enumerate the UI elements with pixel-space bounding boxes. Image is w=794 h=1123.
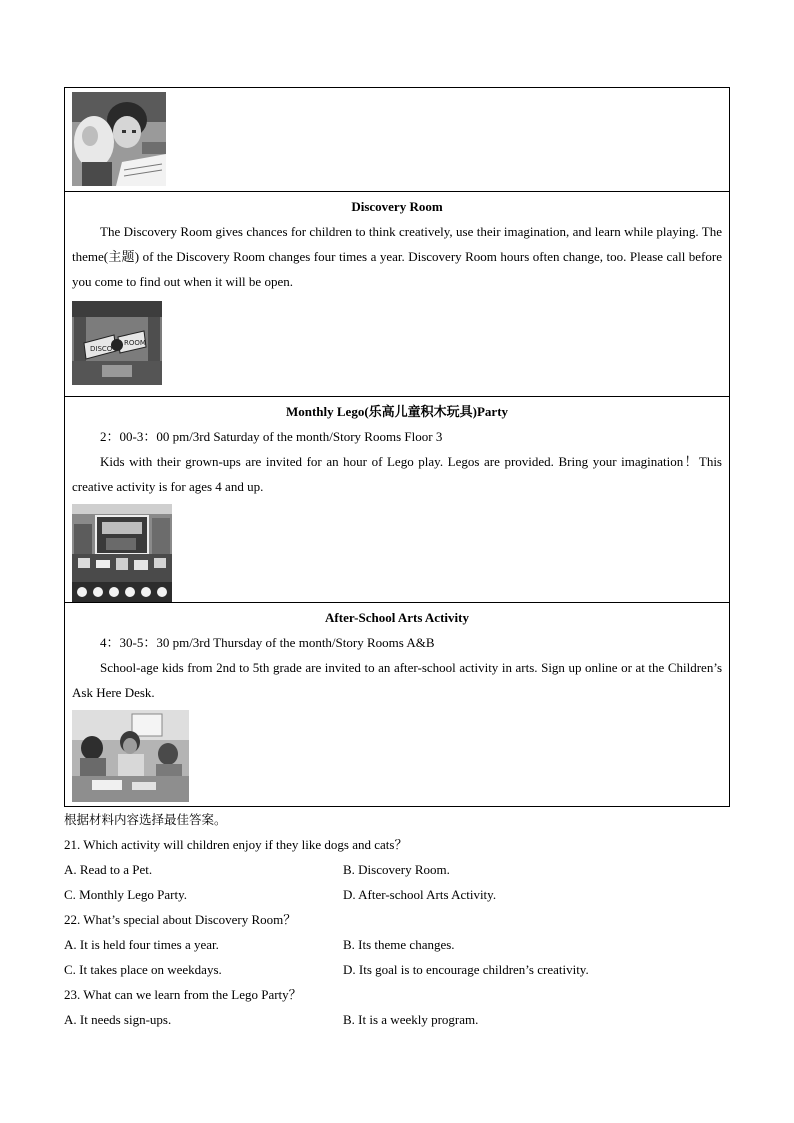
- option-row: [64, 857, 730, 882]
- read-to-a-pet-row: [65, 88, 730, 192]
- option-b[interactable]: B. Its theme changes.: [343, 937, 455, 952]
- option-row: [64, 957, 730, 982]
- section-title: Monthly Lego(乐高儿童积木玩具)Party: [285, 404, 509, 419]
- option-a[interactable]: A. Read to a Pet.: [64, 862, 153, 877]
- option-row: [64, 1007, 730, 1032]
- question-list: [64, 832, 730, 1032]
- section-schedule: 2：00-3：00 pm/3rd Saturday of the month/Story Rooms Floor 3: [100, 429, 443, 444]
- kids-art-class-photo: [72, 710, 722, 802]
- option-d[interactable]: D. After-school Arts Activity.: [343, 887, 497, 902]
- question-stem: 21. Which activity will children enjoy if they like dogs and cats？: [64, 837, 408, 852]
- svg-text:DISCO: DISCO: [90, 345, 113, 353]
- lego-display-photo: [72, 504, 722, 602]
- question-stem: 22. What’s special about Discovery Room？: [64, 912, 297, 927]
- option-c[interactable]: C. It takes place on weekdays.: [64, 962, 222, 977]
- option-c[interactable]: C. Monthly Lego Party.: [64, 887, 188, 902]
- section-paragraph: School-age kids from 2nd to 5th grade are invited to an after-school activity in arts. Sign up online or at the Children’s Ask Here Desk.: [72, 660, 722, 700]
- discovery-room-sign-photo: [72, 301, 722, 385]
- child-reading-photo: [72, 92, 722, 186]
- option-a[interactable]: A. It is held four times a year.: [64, 937, 219, 952]
- instruction-text: 根据材料内容选择最佳答案。: [64, 812, 227, 827]
- svg-text:ROOM: ROOM: [124, 339, 146, 347]
- section-paragraph: Kids with their grown-ups are invited for an hour of Lego play. Legos are provided. Bring your imagination！This creative activity is for ages 4 and up.: [72, 454, 722, 494]
- option-row: [64, 932, 730, 957]
- discovery-room-row: [65, 192, 730, 397]
- lego-party-row: [65, 397, 730, 603]
- section-title: After-School Arts Activity: [325, 610, 469, 625]
- question-stem: 23. What can we learn from the Lego Party？: [64, 987, 302, 1002]
- option-row: [64, 882, 730, 907]
- section-schedule: 4：30-5：30 pm/3rd Thursday of the month/Story Rooms A&B: [100, 635, 435, 650]
- option-b[interactable]: B. It is a weekly program.: [343, 1012, 479, 1027]
- section-paragraph: The Discovery Room gives chances for children to think creatively, use their imagination, and learn while playing. The theme(主题) of the Discovery Room changes four times a year. Discovery Room hours often change, too. Please call before you come to find out when it will be open.: [72, 224, 722, 289]
- reading-material-table: [64, 87, 730, 807]
- section-title: Discovery Room: [351, 199, 443, 214]
- option-a[interactable]: A. It needs sign-ups.: [64, 1012, 172, 1027]
- arts-activity-row: [65, 603, 730, 807]
- option-b[interactable]: B. Discovery Room.: [343, 862, 450, 877]
- option-d[interactable]: D. Its goal is to encourage children’s creativity.: [343, 962, 589, 977]
